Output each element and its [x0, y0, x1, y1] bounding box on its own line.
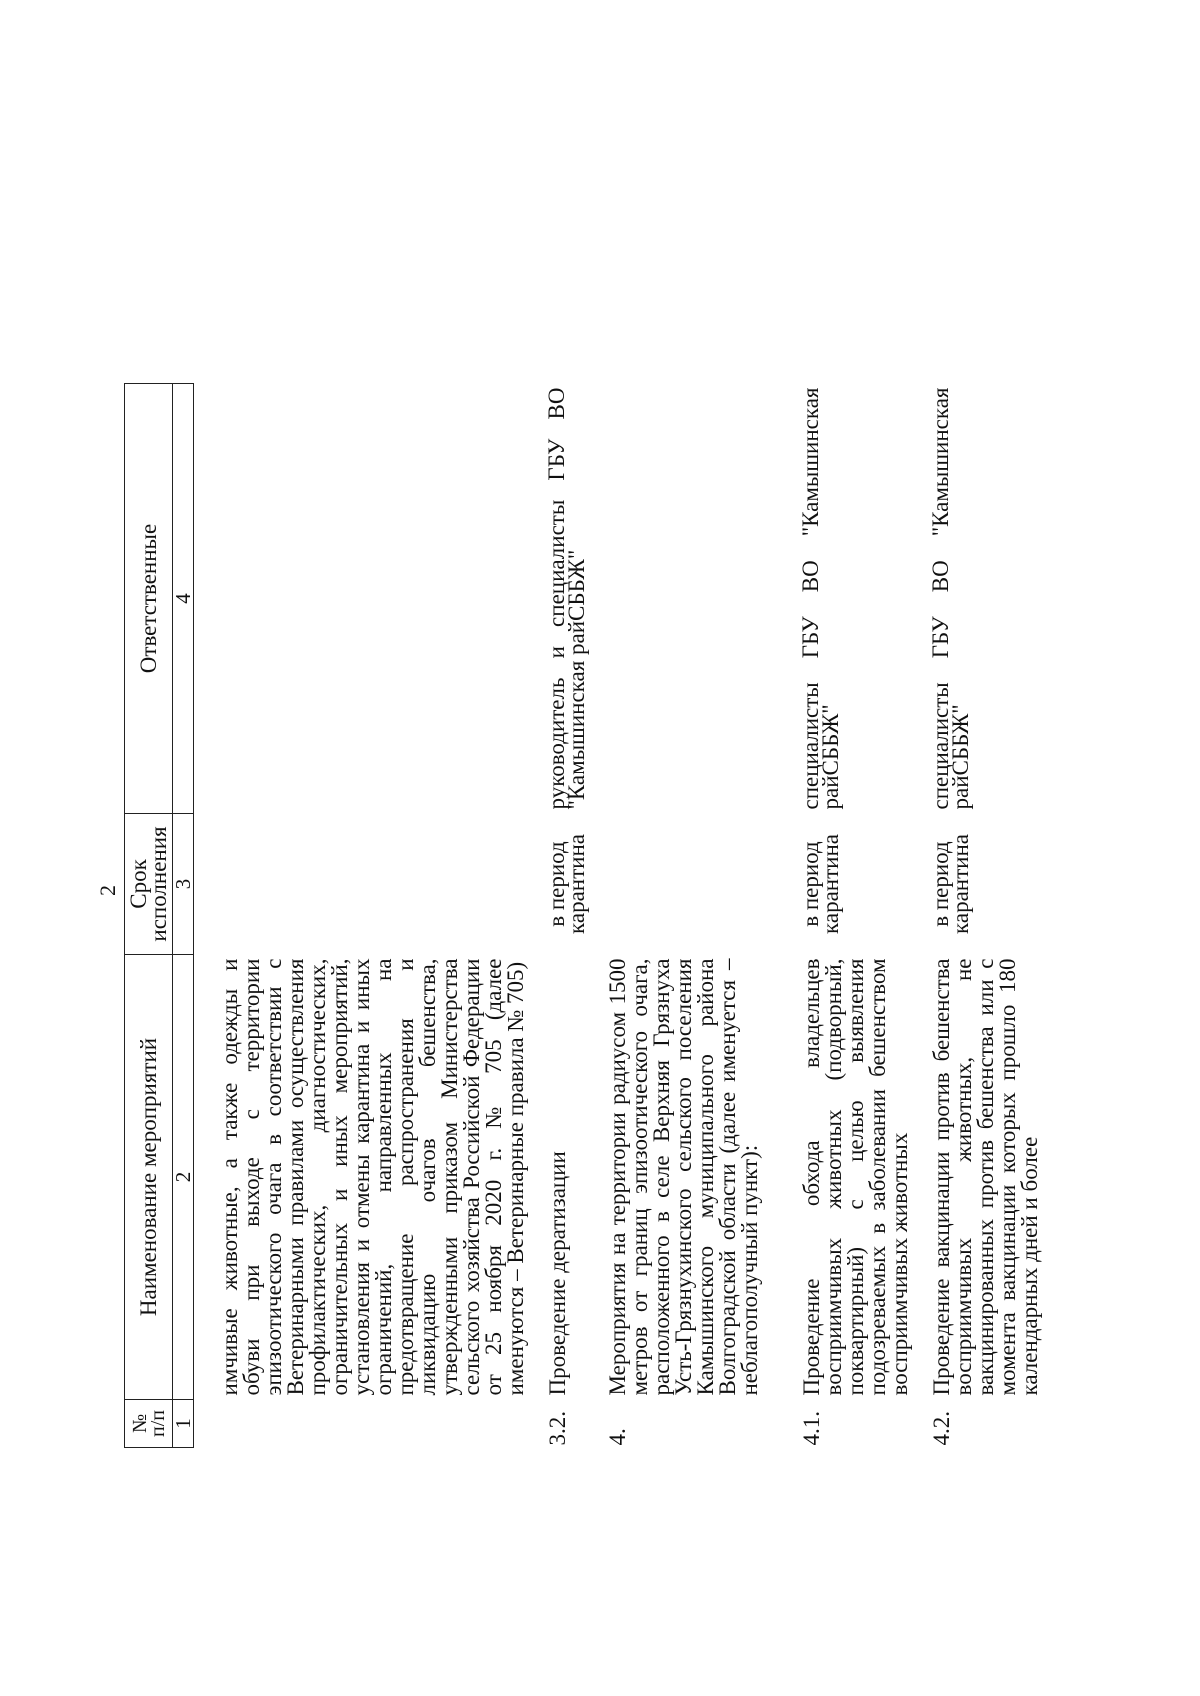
table-row: [587, 384, 761, 1448]
table-header-row: [125, 384, 173, 1448]
row-number: 4.2.: [929, 1411, 954, 1446]
header-number: № п/п: [125, 1400, 173, 1448]
table-row: [194, 384, 528, 1448]
table-row: [761, 384, 911, 1448]
responsible: [587, 384, 761, 814]
header-measure-name: Наименование мероприятий: [125, 955, 173, 1400]
header-responsible: Ответственные: [125, 384, 173, 814]
responsible: специалисты ГБУ ВО "Камышинская райСББЖ": [798, 387, 843, 810]
row-number: 4.1.: [799, 1411, 824, 1446]
term: [587, 814, 761, 955]
responsible: специалисты ГБУ ВО "Камышинская райСББЖ": [928, 387, 973, 810]
page-number: 2: [95, 885, 120, 896]
measures-table: [124, 383, 1041, 1448]
responsible: [194, 384, 528, 814]
measure-name: Мероприятия на территории радиусом 1500 метров от границ эпизоотического очага, расположенного в селе Верхняя Грязнуха Усть-Грязнухинского сельского поселения Камышинского муниципального района Волгоградской области (далее именуется – неблагополучный пункт):: [605, 958, 762, 1396]
term: в период карантина: [798, 834, 843, 934]
term: в период карантина: [544, 834, 589, 934]
column-number: 3: [173, 814, 194, 955]
header-term: Срок исполнения: [125, 814, 173, 955]
column-number: 2: [173, 955, 194, 1400]
row-number: 4.: [605, 1428, 630, 1446]
term: в период карантина: [928, 834, 973, 934]
measure-name: Проведение дератизации: [545, 1151, 570, 1396]
row-number: 3.2.: [545, 1411, 570, 1446]
responsible: руководитель и специалисты ГБУ ВО "Камышинская райСББЖ": [544, 387, 589, 810]
row-number: [194, 1400, 528, 1448]
table-row: [527, 384, 587, 1448]
term: [194, 814, 528, 955]
table-row: [911, 384, 1041, 1448]
column-number: 4: [173, 384, 194, 814]
measure-name: Проведение вакцинации против бешенства восприимчивых животных, не вакцинированных против бешенства или с момента вакцинации которых прошло 180 календарных дней и более: [929, 958, 1042, 1396]
measure-name: Проведение обхода владельцев восприимчивых животных (подворный, поквартирный) с целью выявления подозреваемых в заболевании бешенством восприимчивых животных: [799, 958, 912, 1396]
column-number: 1: [173, 1400, 194, 1448]
column-number-row: [173, 384, 194, 1448]
measure-name: имчивые животные, а также одежды и обуви при выходе с территории эпизоотического очага в соответствии с Ветеринарными правилами осуществления профилактических, диагностических, ограничительных и иных мероприятий, установления и отмены карантина и иных ограничений, направленных на предотвращение распространения и ликвидацию очагов бешенства, утвержденными приказом Министерства сельского хозяйства Российской Федерации от 25 ноября 2020 г. № 705 (далее именуются – Ветеринарные правила № 705): [217, 958, 528, 1396]
